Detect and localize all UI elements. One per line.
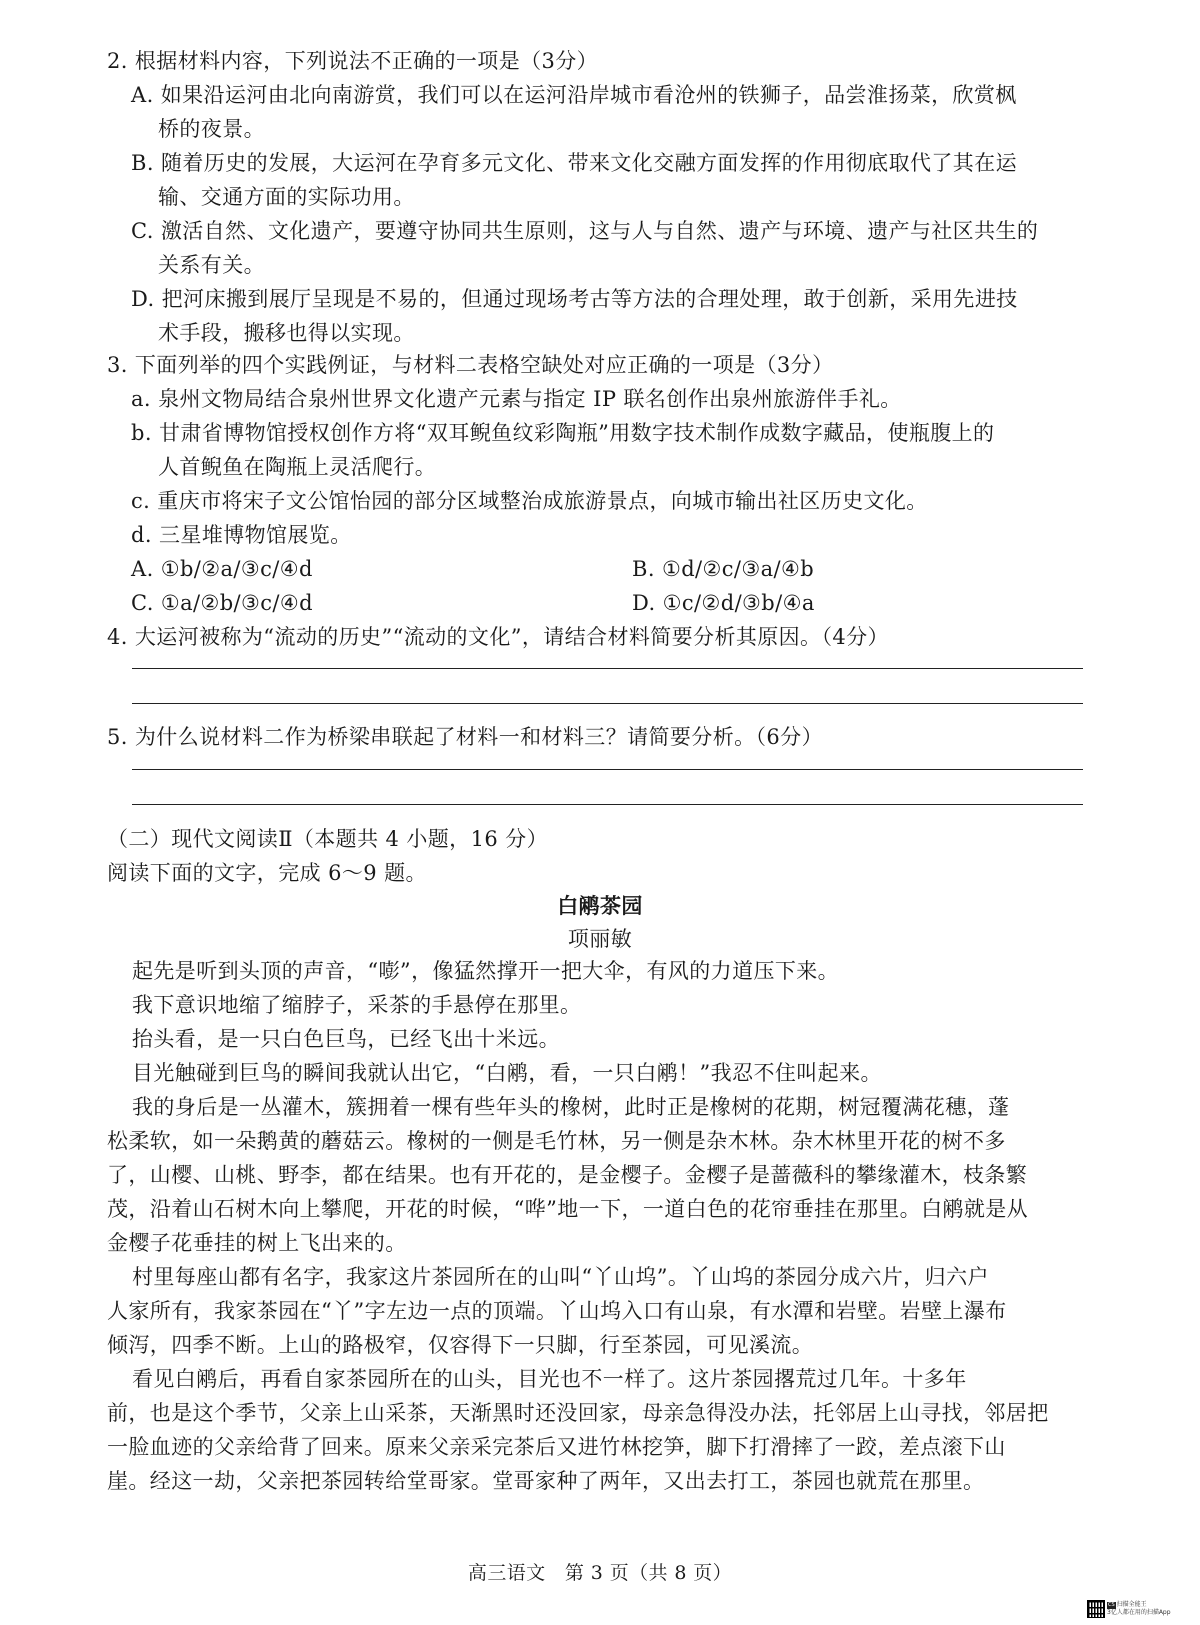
scanner-name: 扫描全能王 — [1116, 1601, 1147, 1608]
article-title: 白鹇茶园 — [557, 893, 643, 918]
q2-option-b: B. 随着历史的发展，大运河在孕育多元文化、带来文化交融方面发挥的作用彻底取代了其在运 — [131, 151, 1017, 175]
article-author: 项丽敏 — [567, 927, 633, 951]
q3-example-d: d. 三星堆博物馆展览。 — [131, 523, 352, 547]
article-line: 目光触碰到巨鸟的瞬间我就认出它，“白鹇，看，一只白鹇！”我忍不住叫起来。 — [132, 1061, 882, 1085]
article-line: 我下意识地缩了缩脖子，采茶的手悬停在那里。 — [132, 993, 582, 1017]
q3-example-c: c. 重庆市将宋子文公馆怡园的部分区域整治成旅游景点，向城市输出社区历史文化。 — [131, 489, 928, 513]
article-line: 了，山樱、山桃、野李，都在结果。也有开花的，是金樱子。金樱子是蔷薇科的攀缘灌木，枝条繁 — [107, 1163, 1028, 1187]
article-line: 茂，沿着山石树木向上攀爬，开花的时候，“哗”地一下，一道白色的花帘垂挂在那里。白鹇就是从 — [107, 1197, 1029, 1221]
q2-option-a-cont: 桥的夜景。 — [158, 117, 265, 141]
q2-option-b-cont: 输、交通方面的实际功用。 — [158, 185, 415, 209]
section-heading: （二）现代文阅读Ⅱ（本题共 4 小题，16 分） — [107, 827, 548, 851]
q5-stem: 5. 为什么说材料二作为桥梁串联起了材料一和材料三？请简要分析。（6分） — [107, 725, 823, 749]
article-line: 村里每座山都有名字，我家这片茶园所在的山叫“丫山坞”。丫山坞的茶园分成六片，归六户 — [132, 1265, 989, 1289]
q3-option-c: C. ①a/②b/③c/④d — [131, 591, 313, 615]
q3-option-b: B. ①d/②c/③a/④b — [632, 557, 815, 581]
article-line: 看见白鹇后，再看自家茶园所在的山头，目光也不一样了。这片茶园撂荒过几年。十多年 — [132, 1367, 967, 1391]
q5-answer-line-2[interactable] — [132, 804, 1083, 805]
q2-option-c-cont: 关系有关。 — [158, 253, 265, 277]
q2-stem: 2. 根据材料内容，下列说法不正确的一项是（3分） — [107, 49, 599, 73]
q3-option-a: A. ①b/②a/③c/④d — [131, 557, 313, 581]
q4-answer-line-2[interactable] — [132, 703, 1083, 704]
q4-stem: 4. 大运河被称为“流动的历史”“流动的文化”，请结合材料简要分析其原因。（4分） — [107, 625, 889, 649]
q2-option-c: C. 激活自然、文化遗产，要遵守协同共生原则，这与人与自然、遗产与环境、遗产与社区共生的 — [131, 219, 1039, 243]
article-line: 起先是听到头顶的声音，“嘭”，像猛然撑开一把大伞，有风的力道压下来。 — [132, 959, 840, 983]
q2-option-a: A. 如果沿运河由北向南游赏，我们可以在运河沿岸城市看沧州的铁狮子，品尝淮扬菜，欣赏枫 — [131, 83, 1017, 107]
article-line: 松柔软，如一朵鹅黄的蘑菇云。橡树的一侧是毛竹林，另一侧是杂木林。杂木林里开花的树不多 — [107, 1129, 1006, 1153]
article-line: 一脸血迹的父亲给背了回来。原来父亲采完茶后又进竹林挖笋，脚下打滑摔了一跤，差点滚下山 — [107, 1435, 1006, 1459]
q2-option-d: D. 把河床搬到展厅呈现是不易的，但通过现场考古等方法的合理处理，敢于创新，采用先进技 — [131, 287, 1018, 311]
q5-answer-line-1[interactable] — [132, 769, 1083, 770]
q3-stem: 3. 下面列举的四个实践例证，与材料二表格空缺处对应正确的一项是（3分） — [107, 353, 834, 377]
scanner-subtitle: 3亿人都在用的扫描App — [1107, 1609, 1171, 1616]
page-footer: 高三语文 第 3 页（共 8 页） — [467, 1562, 733, 1584]
article-line: 人家所有，我家茶园在“丫”字左边一点的顶端。丫山坞入口有山泉，有水潭和岩壁。岩壁上瀑布 — [107, 1299, 1007, 1323]
article-line: 金樱子花垂挂的树上飞出来的。 — [107, 1231, 407, 1255]
scanner-badge: CS — [1108, 1602, 1115, 1608]
article-line: 抬头看，是一只白色巨鸟，已经飞出十米远。 — [132, 1027, 560, 1051]
q4-answer-line-1[interactable] — [132, 668, 1083, 669]
article-line: 崖。经这一劫，父亲把茶园转给堂哥家。堂哥家种了两年，又出去打工，茶园也就荒在那里。 — [107, 1469, 985, 1493]
q2-option-d-cont: 术手段，搬移也得以实现。 — [158, 321, 415, 345]
q3-example-b: b. 甘肃省博物馆授权创作方将“双耳鲵鱼纹彩陶瓶”用数字技术制作成数字藏品，使瓶腹上的 — [131, 421, 995, 445]
article-line: 前，也是这个季节，父亲上山采茶，天渐黑时还没回家，母亲急得没办法，托邻居上山寻找，邻居把 — [107, 1401, 1049, 1425]
article-line: 倾泻，四季不断。上山的路极窄，仅容得下一只脚，行至茶园，可见溪流。 — [107, 1333, 814, 1357]
q3-example-b-cont: 人首鲵鱼在陶瓶上灵活爬行。 — [158, 455, 437, 479]
q3-example-a: a. 泉州文物局结合泉州世界文化遗产元素与指定 IP 联名创作出泉州旅游伴手礼。 — [131, 387, 902, 411]
scanner-watermark — [1107, 1601, 1171, 1616]
q3-option-d: D. ①c/②d/③b/④a — [632, 591, 815, 615]
article-line: 我的身后是一丛灌木，簇拥着一棵有些年头的橡树，此时正是橡树的花期，树冠覆满花穗，蓬 — [132, 1095, 1010, 1119]
section-instruction: 阅读下面的文字，完成 6～9 题。 — [107, 861, 427, 885]
qr-code-icon — [1087, 1600, 1105, 1618]
